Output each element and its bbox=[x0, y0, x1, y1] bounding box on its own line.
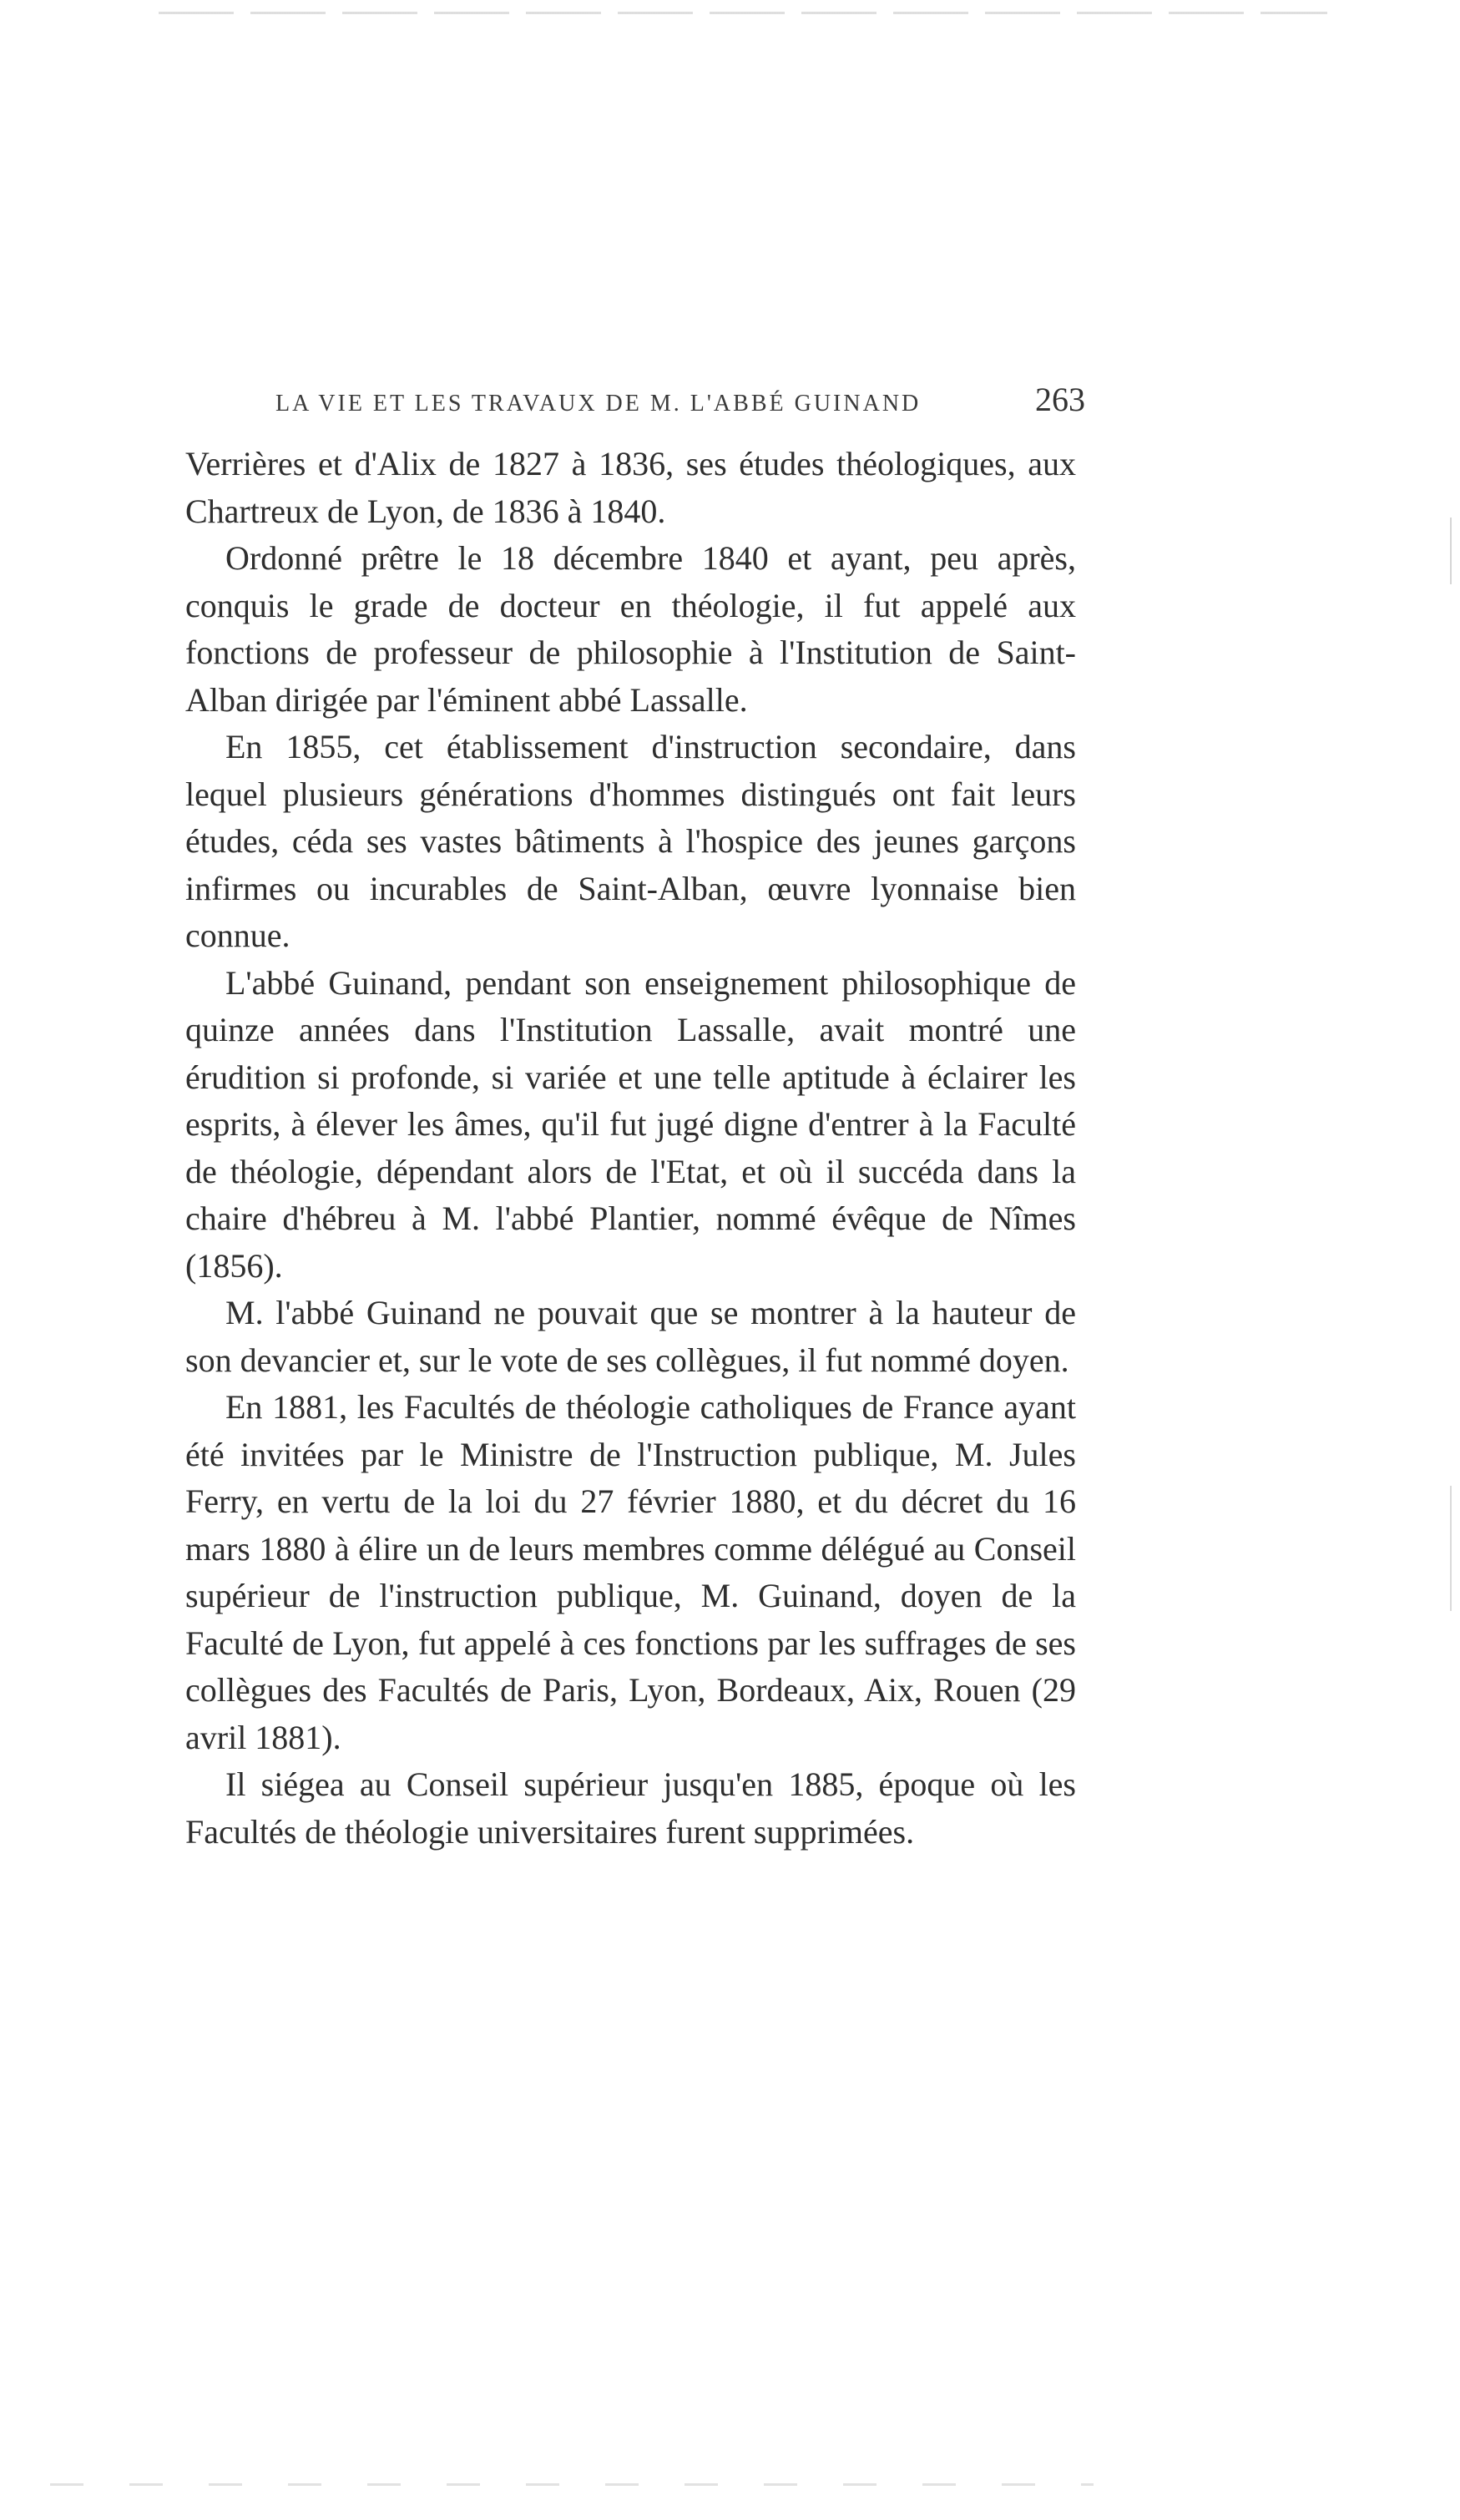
scan-artifact-bottom bbox=[50, 2483, 1094, 2486]
scan-artifact-right-lower bbox=[1450, 1486, 1452, 1611]
paragraph-continuation: Verrières et d'Alix de 1827 à 1836, ses études théologiques, aux Chartreux de Lyon, de 1836 à 1840. bbox=[185, 445, 1076, 530]
paragraph-1855: En 1855, cet établissement d'instruction secondaire, dans lequel plusieurs générations d'hommes distingués ont fait leurs études, céda ses vastes bâtiments à l'hospice des jeunes garçons infirmes ou incurables de Saint-Alban, œuvre lyonnaise bien connue. bbox=[185, 728, 1076, 954]
scan-artifact-right bbox=[1450, 518, 1452, 584]
scan-artifact-top bbox=[159, 12, 1327, 14]
paragraph-ordination: Ordonné prêtre le 18 décembre 1840 et ayant, peu après, conquis le grade de docteur en théologie, il fut appelé aux fonctions de professeur de philosophie à l'Institution de Saint-Alban dirigée par l'éminent abbé Lassalle. bbox=[185, 539, 1076, 719]
paragraph-teaching: L'abbé Guinand, pendant son enseignement philosophique de quinze années dans l'Institution Lassalle, avait montré une érudition si profonde, si variée et une telle aptitude à éclairer les esprits, à élever les âmes, qu'il fut jugé digne d'entrer à la Faculté de théologie, dépendant alors de l'Etat, et où il succéda dans la chaire d'hébreu à M. l'abbé Plantier, nommé évêque de Nîmes (1856). bbox=[185, 963, 1076, 1285]
paragraph-1885: Il siégea au Conseil supérieur jusqu'en 1885, époque où les Facultés de théologie universitaires furent supprimées. bbox=[185, 1765, 1076, 1851]
running-title: LA VIE ET LES TRAVAUX DE M. L'ABBÉ GUINAND bbox=[275, 391, 922, 417]
paragraph-1881: En 1881, les Facultés de théologie catholiques de France ayant été invitées par le Ministre de l'Instruction publique, M. Jules Ferry, en vertu de la loi du 27 février 1880, et du décret du 16 mars 1880 à élire un de leurs membres comme délégué au Conseil supérieur de l'instruction publique, M. Guinand, doyen de la Faculté de Lyon, fut appelé à ces fonctions par les suffrages de ses collègues des Facultés de Paris, Lyon, Bordeaux, Aix, Rouen (29 avril 1881). bbox=[185, 1388, 1076, 1756]
paragraph-dean: M. l'abbé Guinand ne pouvait que se montrer à la hauteur de son devancier et, sur le vote de ses collègues, il fut nommé doyen. bbox=[185, 1294, 1076, 1379]
body-text bbox=[185, 441, 1076, 1856]
running-head bbox=[275, 380, 1085, 422]
page-number: 263 bbox=[1035, 381, 1085, 418]
